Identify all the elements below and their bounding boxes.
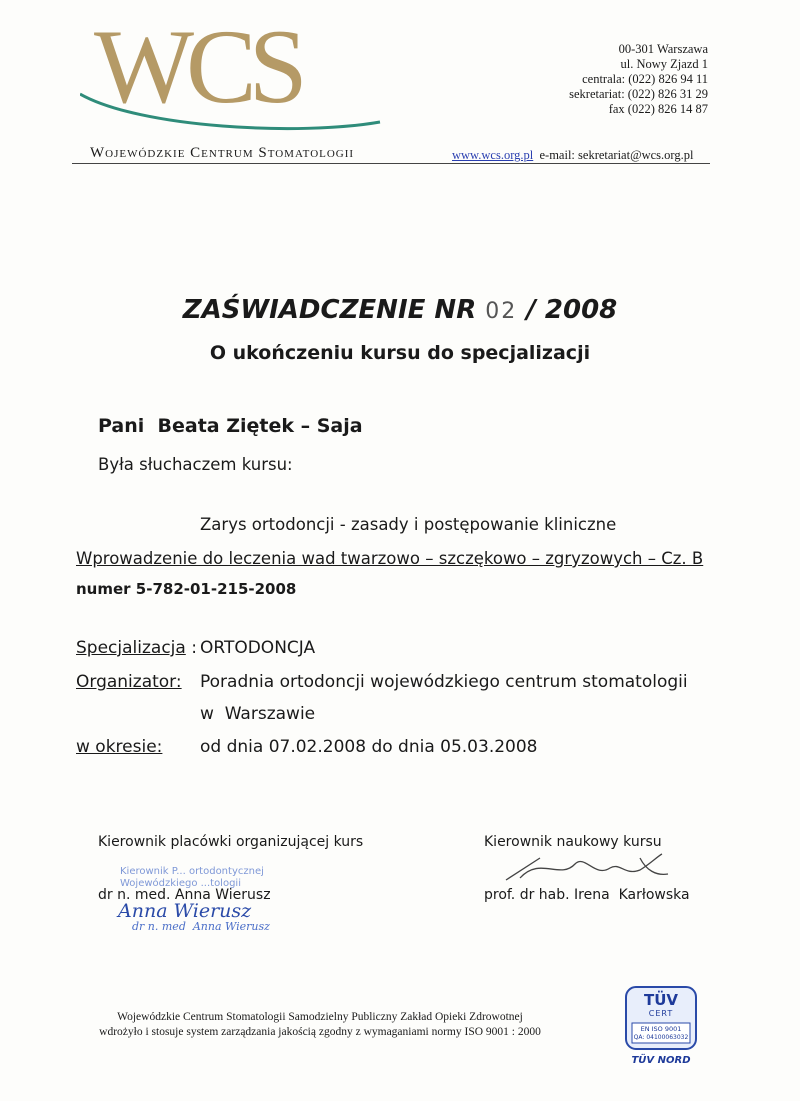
left-signer-name: dr n. med. Anna Wierusz <box>98 887 271 903</box>
organizer-value-2: w Warszawie <box>200 704 316 724</box>
header-divider <box>72 163 710 164</box>
title-number: 02 <box>485 299 518 324</box>
period-value: od dnia 07.02.2008 do dnia 05.03.2008 <box>200 737 538 757</box>
specialization-label: Specjalizacja <box>76 638 186 658</box>
specialization-sep: : <box>191 638 197 658</box>
address-block <box>569 42 708 117</box>
tuv-iso: EN ISO 9001 <box>640 1025 682 1033</box>
address-line: fax (022) 826 14 87 <box>608 102 708 116</box>
footer-text <box>0 1010 640 1040</box>
left-signature-title: Kierownik placówki organizującej kurs <box>98 834 364 850</box>
course-title-2: Wprowadzenie do leczenia wad twarzowo – szczękowo – zgryzowych – Cz. B <box>76 549 704 568</box>
logo-swoosh-icon <box>80 18 390 138</box>
address-line: 00-301 Warszawa <box>618 42 708 56</box>
right-signature-title: Kierownik naukowy kursu <box>484 834 662 850</box>
website-link[interactable]: www.wcs.org.pl <box>452 148 534 162</box>
recipient-name: Pani Beata Ziętek – Saja <box>98 415 363 437</box>
organizer-label: Organizator: <box>76 672 182 692</box>
left-handwritten-signature: Anna Wierusz <box>118 900 252 922</box>
address-line: ul. Nowy Zjazd 1 <box>620 57 708 71</box>
period-label: w okresie: <box>76 737 163 757</box>
logo-text: WCS <box>94 8 300 125</box>
course-number: numer 5-782-01-215-2008 <box>76 580 297 598</box>
tuv-cert-badge <box>624 985 700 1075</box>
title-suffix: / 2008 <box>526 295 618 325</box>
wcs-logo <box>80 8 390 138</box>
specialization-value: ORTODONCJA <box>200 638 316 658</box>
footer-line: Wojewódzkie Centrum Stomatologii Samodzielny Publiczny Zakład Opieki Zdrowotnej <box>117 1011 523 1023</box>
tuv-cert: CERT <box>648 1009 674 1018</box>
specialization-field <box>76 638 197 658</box>
intro-text: Była słuchaczem kursu: <box>98 455 293 474</box>
course-title-1: Zarys ortodoncji - zasady i postępowanie kliniczne <box>200 515 617 534</box>
stamp-line: Kierownik P... ortodontycznej <box>120 866 264 877</box>
address-line: centrala: (022) 826 94 11 <box>582 72 708 86</box>
document-title <box>0 295 800 325</box>
left-stamp-name: dr n. med Anna Wierusz <box>132 920 270 933</box>
right-handwritten-signature <box>500 850 670 890</box>
org-name: Wojewódzkie Centrum Stomatologii <box>90 145 355 161</box>
tuv-qa: QA: 04100063032 <box>633 1034 689 1041</box>
address-line: sekretariat: (022) 826 31 29 <box>569 87 708 101</box>
contact-line <box>452 148 693 163</box>
title-prefix: ZAŚWIADCZENIE NR <box>182 295 477 325</box>
right-signer-name: prof. dr hab. Irena Karłowska <box>484 887 690 903</box>
tuv-nord: TÜV NORD <box>631 1055 691 1066</box>
document-subtitle: O ukończeniu kursu do specjalizacji <box>209 342 591 364</box>
organizer-value-1: Poradnia ortodoncji wojewódzkiego centrum stomatologii <box>200 672 688 692</box>
tuv-brand: TÜV <box>643 991 679 1009</box>
stamp-line: Wojewódzkiego ...tologii <box>120 878 241 889</box>
footer-line: wdrożyło i stosuje system zarządzania jakością zgodny z wymaganiami normy ISO 9001 : 2000 <box>99 1026 541 1038</box>
email-text: e-mail: sekretariat@wcs.org.pl <box>539 148 694 162</box>
